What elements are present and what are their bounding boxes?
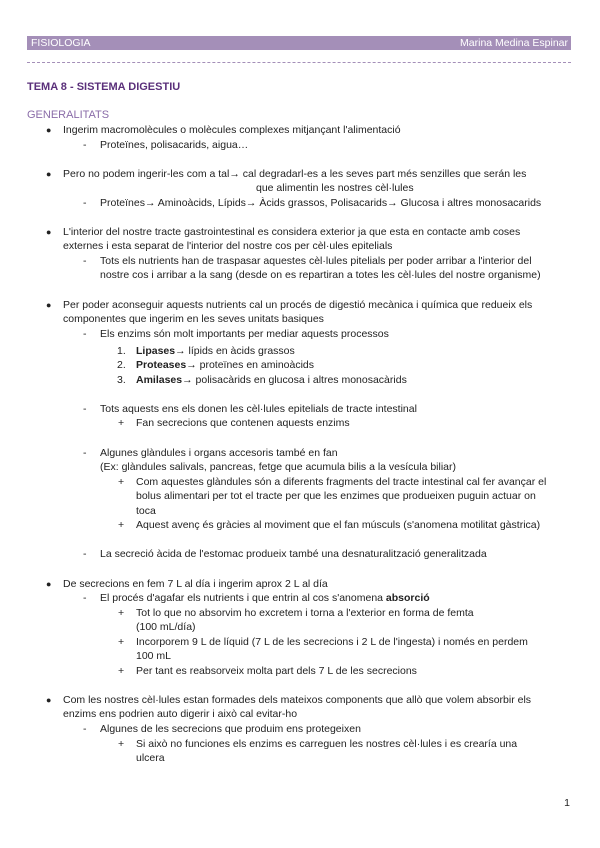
glands-line-1: Algunes glàndules i organs accesoris també en fan — [100, 447, 338, 459]
page-title: TEMA 8 - SISTEMA DIGESTIU — [27, 81, 181, 93]
plus-icon: + — [118, 519, 125, 531]
bullet-icon: ● — [46, 125, 52, 135]
section-title: GENERALITATS — [27, 109, 110, 121]
acid-secretion-text: La secreció àcida de l'estomac produeix també una desnaturalització generalitzada — [100, 548, 487, 560]
bullet-2-line-2: que alimentin les nostres cèl·lules — [256, 182, 414, 194]
bullet-1-sub: Proteïnes, polisacarids, aigua… — [100, 139, 249, 151]
absorption-point-3: Per tant es reabsorveix molta part dels 7 L de les secrecions — [136, 665, 417, 677]
glands-point-2: Aquest avenç és gràcies al moviment que el fan músculs (s'anomena motilitat gàstrica) — [136, 519, 541, 531]
absorption-text-pre: El procés d'agafar els nutrients i que entrin al cos s'anomena — [100, 592, 386, 604]
bullet-6-point-line-1: Si això no funciones els enzims es carreguen les nostres cèl·lules i es crearía una — [136, 738, 518, 750]
enzymes-intro: Els enzims són molt importants per mediar aquests processos — [100, 328, 389, 340]
absorption-point-1-line-1: Tot lo que no absorvim ho excretem i torna a l'exterior en forma de femta — [136, 607, 474, 619]
bullet-4-line-1: Per poder aconseguir aquests nutrients cal un procés de digestió mecànica i química que redueix els — [63, 299, 533, 311]
enzyme-item-proteases — [136, 359, 314, 372]
glands-point-1-line-2: bolus alimentari per tot el tracte per que les enzimes que produeixen puguin actuar on — [136, 490, 536, 502]
glands-point-1-line-1: Com aquestes glàndules són a diferents fragments del tracte intestinal cal fer avançar el — [136, 476, 547, 488]
header-author: Marina Medina Espinar — [460, 37, 568, 49]
page-header — [27, 36, 571, 50]
bullet-5-line-1: De secrecions en fem 7 L al día i ingerim aprox 2 L al día — [63, 578, 328, 590]
bullet-6-point-line-2: ulcera — [136, 752, 165, 764]
glands-line-2: (Ex: glàndules salivals, pancreas, fetge que acumula bilis a la vesícula biliar) — [100, 461, 457, 473]
enzyme-description: → polisacàrids en glucosa i altres monosacàrids — [182, 374, 407, 386]
dash-icon: - — [83, 197, 87, 209]
dash-icon: - — [83, 548, 87, 560]
dash-icon: - — [83, 255, 87, 267]
epithelial-cells-text: Tots aquests ens els donen les cèl·lules epitelials de tracte intestinal — [100, 403, 417, 415]
dash-icon: - — [83, 139, 87, 151]
page-number: 1 — [564, 797, 570, 809]
header-divider — [27, 62, 571, 63]
bullet-6-line-1: Com les nostres cèl·lules estan formades dels mateixos components que allò que volem absorbir els — [63, 694, 532, 706]
dash-icon: - — [83, 723, 87, 735]
bullet-icon: ● — [46, 695, 52, 705]
enzyme-name: Amilases — [136, 374, 183, 386]
absorption-point-1-line-2: (100 mL/día) — [136, 621, 196, 633]
dash-icon: - — [83, 328, 87, 340]
plus-icon: + — [118, 665, 125, 677]
bullet-1-text: Ingerim macromolècules o molècules complexes mitjançant l'alimentació — [63, 124, 401, 136]
absorption-point-2-line-1: Incorporem 9 L de líquid (7 L de les secrecions i 2 L de l'ingesta) i només en perdem — [136, 636, 528, 648]
list-number: 1. — [117, 345, 126, 357]
plus-icon: + — [118, 476, 125, 488]
enzyme-item-lipases — [136, 345, 295, 358]
bullet-3-sub-line-2: nostre cos i arribar a la sang (desde on es repartiran a totes les cèl·lules del nostre organisme) — [100, 269, 541, 281]
bullet-3-line-1: L'interior del nostre tracte gastrointestinal es considera exterior ja que esta en contacte amb coses — [63, 226, 521, 238]
bullet-3-line-2: externes i esta separat de l'interior del nostre cos per cèl·ules epitelials — [63, 240, 393, 252]
plus-icon: + — [118, 417, 125, 429]
bullet-6-line-2: enzims ens podrien auto digerir i això cal evitar-ho — [63, 708, 298, 720]
bullet-4-line-2: componentes que ingerim en les seves unitats basiques — [63, 313, 324, 325]
enzyme-description: → proteïnes en aminoàcids — [186, 359, 315, 371]
list-number: 2. — [117, 359, 126, 371]
bullet-6-sub: Algunes de les secrecions que produim ens protegeixen — [100, 723, 361, 735]
bullet-2-line-1: Pero no podem ingerir-les com a tal→ cal degradarl-es a les seves part més senzilles que serán les — [63, 168, 527, 180]
plus-icon: + — [118, 738, 125, 750]
absorption-point-2-line-2: 100 mL — [136, 650, 172, 662]
plus-icon: + — [118, 607, 125, 619]
bullet-3-sub-line-1: Tots els nutrients han de traspasar aquestes cèl·lules pitelials per poder arribar a l'interior del — [100, 255, 532, 267]
absorption-text — [100, 592, 430, 605]
enzyme-description: → lípids en àcids grassos — [175, 345, 295, 357]
bullet-icon: ● — [46, 169, 52, 179]
enzyme-name: Lipases — [136, 345, 176, 357]
enzyme-item-amilases — [136, 374, 407, 387]
enzyme-name: Proteases — [136, 359, 187, 371]
header-subject: FISIOLOGIA — [31, 37, 91, 49]
bullet-2-sub: Proteïnes→ Aminoàcids, Lípids→ Àcids grassos, Polisacarids→ Glucosa i altres monosacarids — [100, 197, 542, 209]
list-number: 3. — [117, 374, 126, 386]
glands-point-1-line-3: toca — [136, 505, 156, 517]
dash-icon: - — [83, 447, 87, 459]
bullet-icon: ● — [46, 300, 52, 310]
bullet-icon: ● — [46, 227, 52, 237]
absorption-term: absorció — [385, 592, 430, 604]
dash-icon: - — [83, 403, 87, 415]
plus-icon: + — [118, 636, 125, 648]
bullet-icon: ● — [46, 579, 52, 589]
dash-icon: - — [83, 592, 87, 604]
epithelial-cells-sub: Fan secrecions que contenen aquests enzims — [136, 417, 350, 429]
